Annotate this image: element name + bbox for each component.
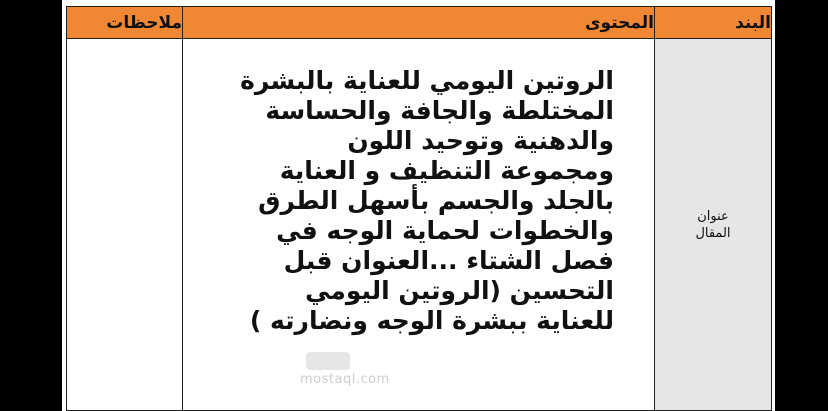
header-content: المحتوى xyxy=(183,7,655,39)
item-label: عنوان المقال xyxy=(695,208,731,241)
table-row xyxy=(67,39,772,411)
item-cell xyxy=(655,39,772,411)
header-item: البند xyxy=(655,7,772,39)
header-notes: ملاحظات xyxy=(67,7,183,39)
watermark-logo-icon xyxy=(306,352,350,370)
content-text: الروتين اليومي للعناية بالبشرة المختلطة والجافة والحساسة والدهنية وتوحيد اللون ومجموعة التنظيف و العناية بالجلد والجسم بأسهل الطرق والخطوات لحماية الوجه في فصل الشتاء ...العنوان قبل التحسين (الروتين اليومي للعناية ببشرة الوجه ونضارته ) xyxy=(240,66,614,335)
content-cell xyxy=(183,39,655,411)
document-page xyxy=(62,0,775,411)
header-row xyxy=(67,7,772,39)
notes-cell xyxy=(67,39,183,411)
watermark: mostaql.com xyxy=(300,372,390,387)
content-table xyxy=(66,6,772,411)
